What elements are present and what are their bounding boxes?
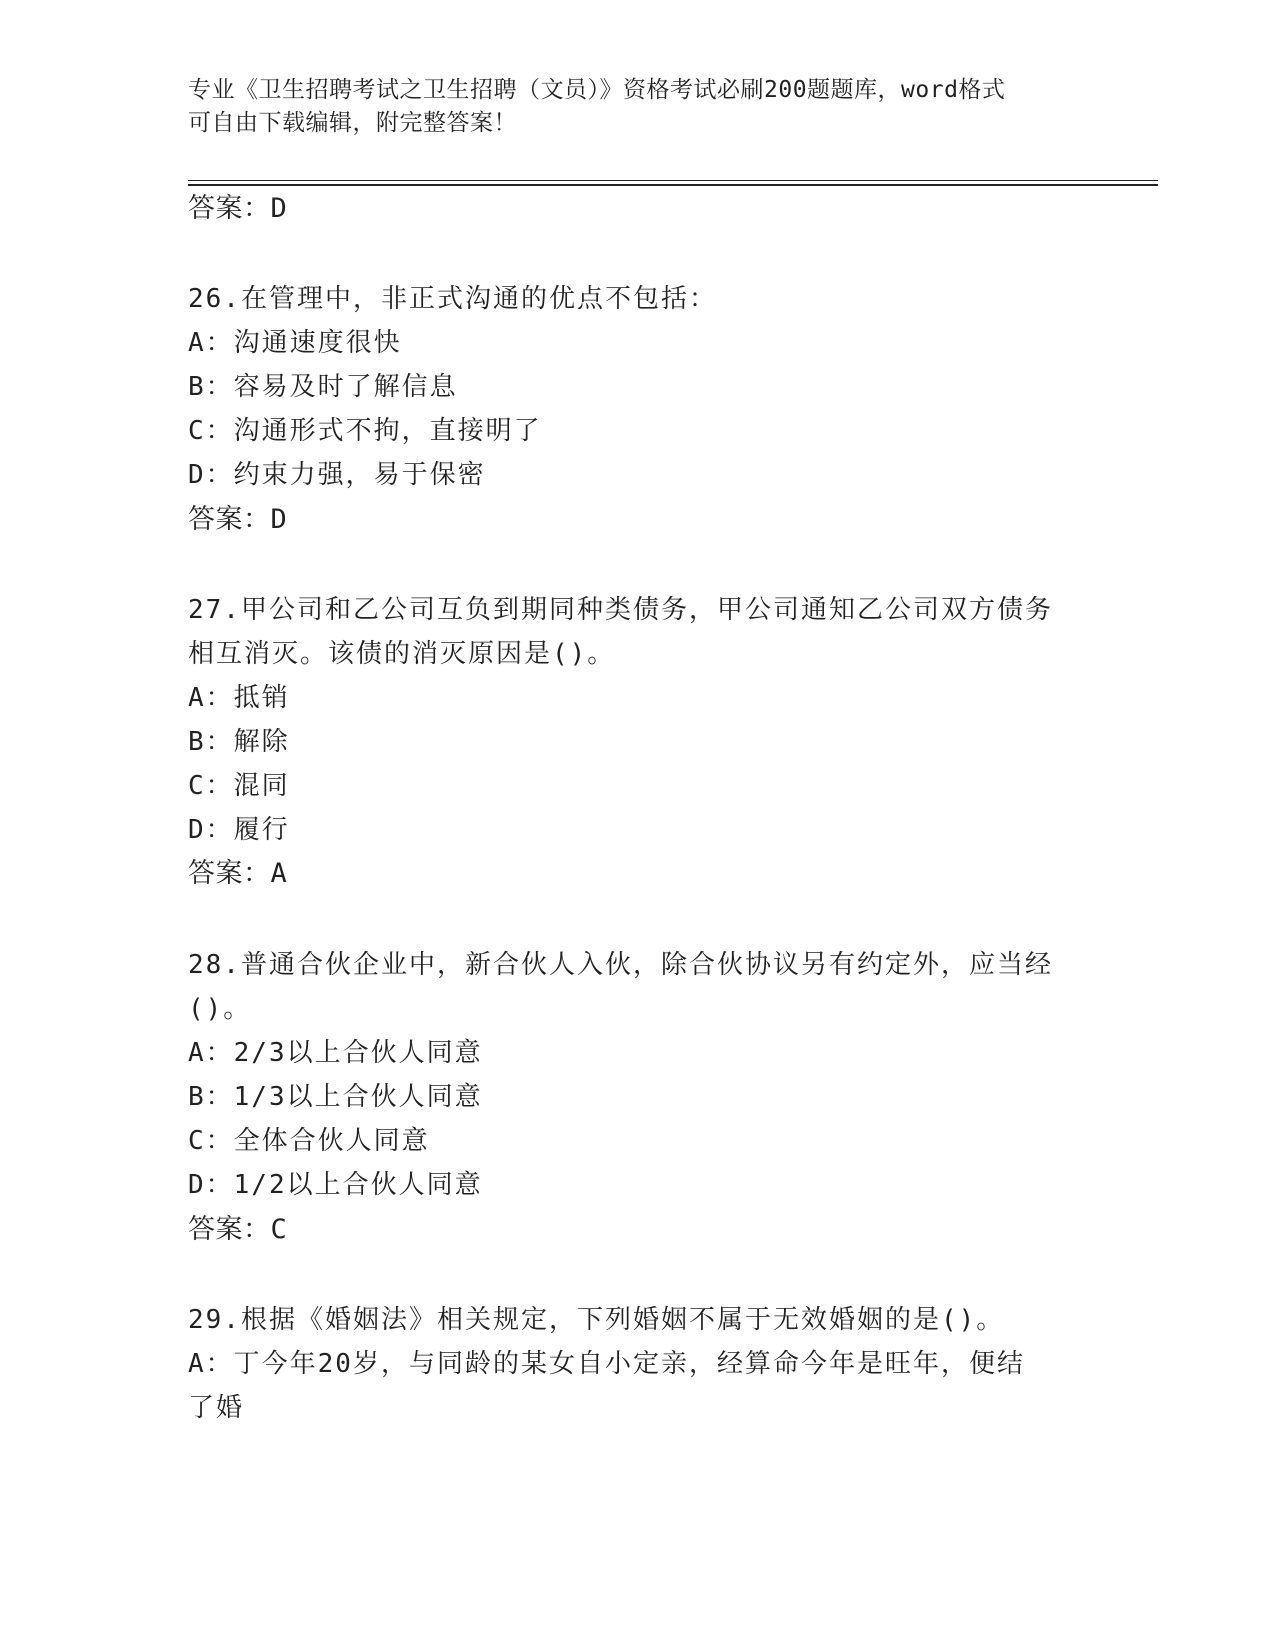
question-28-option-c: C：全体合伙人同意 [188,1126,430,1156]
page-header [188,74,1088,140]
question-26-option-d: D：约束力强，易于保密 [188,460,486,490]
question-28-option-d: D：1/2以上合伙人同意 [188,1170,483,1200]
question-27-text-line-2: 相互消灭。该债的消灭原因是()。 [188,639,616,669]
header-rule [188,180,1158,181]
header-line-1: 专业《卫生招聘考试之卫生招聘（文员）》资格考试必刷200题题库，word格式 [188,77,1006,103]
question-27-option-a: A：抵销 [188,683,290,713]
answer-prev: 答案：D [188,193,288,224]
question-27-answer: 答案：A [188,858,288,889]
question-27-option-d: D：履行 [188,815,290,845]
question-27-option-c: C：混同 [188,771,290,801]
question-27-option-b: B：解除 [188,727,290,757]
question-27-text-line-1: 27.甲公司和乙公司互负到期同种类债务，甲公司通知乙公司双方债务 [188,595,1053,625]
question-26-option-c: C：沟通形式不拘，直接明了 [188,416,542,446]
question-26-option-b: B：容易及时了解信息 [188,372,458,402]
question-28-answer: 答案：C [188,1214,288,1245]
question-28-option-b: B：1/3以上合伙人同意 [188,1082,483,1112]
question-26-answer: 答案：D [188,504,288,535]
question-26-text: 26.在管理中，非正式沟通的优点不包括： [188,284,717,314]
question-28-text-line-2: ()。 [188,994,252,1024]
question-29-option-a-line-1: A：丁今年20岁，与同龄的某女自小定亲，经算命今年是旺年，便结 [188,1349,1025,1379]
question-26-option-a: A：沟通速度很快 [188,328,402,358]
header-line-2: 可自由下载编辑，附完整答案！ [188,110,517,136]
question-29-text: 29.根据《婚姻法》相关规定，下列婚姻不属于无效婚姻的是()。 [188,1305,1005,1335]
question-29-option-a-line-2: 了婚 [188,1393,245,1423]
header-rule-thick [188,184,1158,186]
question-28-option-a: A：2/3以上合伙人同意 [188,1038,483,1068]
question-28-text-line-1: 28.普通合伙企业中，新合伙人入伙，除合伙协议另有约定外，应当经 [188,950,1053,980]
